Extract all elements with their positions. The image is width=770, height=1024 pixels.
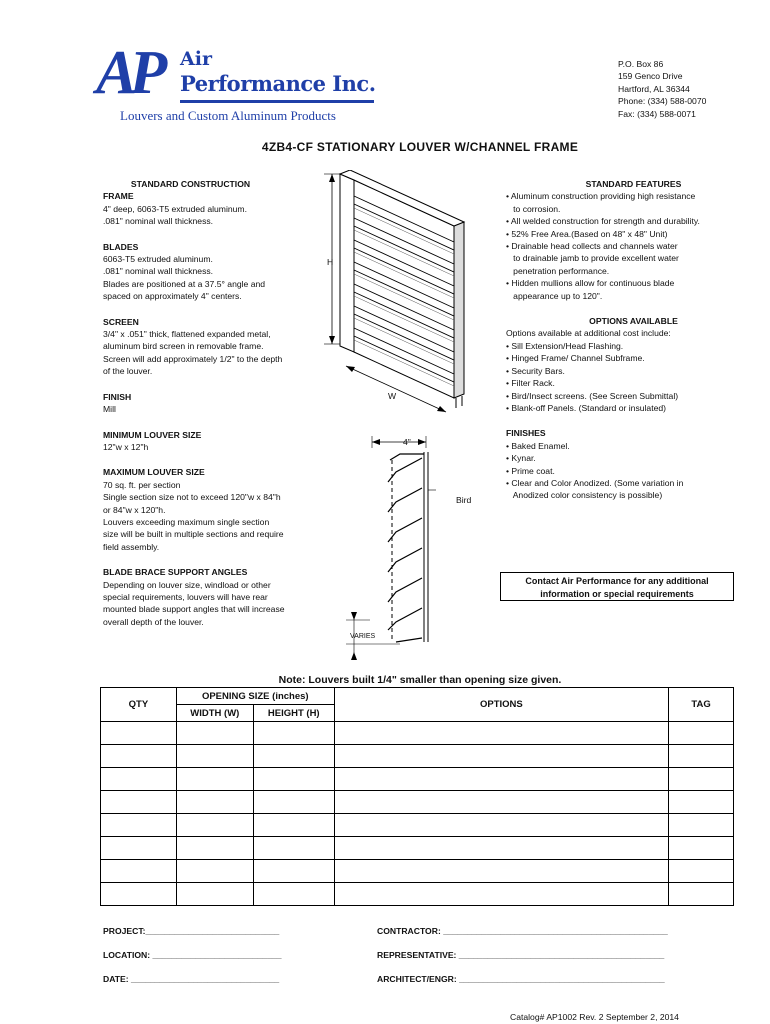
qty-cell[interactable] [101, 791, 177, 814]
tag-header: TAG [669, 688, 734, 722]
qty-cell[interactable] [101, 722, 177, 745]
feature-line: • Drainable head collects and channels water [506, 241, 678, 252]
logo-line-performance: Performance Inc. [180, 71, 376, 96]
blades-line: Blades are positioned at a 37.5° angle and [103, 278, 266, 289]
width-cell[interactable] [176, 722, 253, 745]
feature-line: penetration performance. [506, 265, 610, 276]
address-line: Fax: (334) 588-0071 [618, 108, 696, 119]
table-row [101, 791, 734, 814]
page-title: 4ZB4-CF STATIONARY LOUVER W/CHANNEL FRAME [261, 140, 579, 154]
max-size-line: or 84"w x 120"h. [103, 504, 166, 515]
qty-cell[interactable] [101, 814, 177, 837]
options-heading: OPTIONS AVAILABLE [589, 316, 678, 327]
option-line: • Filter Rack. [506, 378, 555, 389]
feature-line: appearance up to 120". [506, 290, 603, 301]
width-dimension-label: W [388, 391, 397, 401]
height-cell[interactable] [253, 768, 334, 791]
options-header: OPTIONS [334, 688, 668, 722]
qty-cell[interactable] [101, 745, 177, 768]
width-cell[interactable] [176, 791, 253, 814]
width-cell[interactable] [176, 860, 253, 883]
contact-line: information or special requirements [540, 588, 694, 599]
options-cell[interactable] [334, 837, 668, 860]
address-line: 159 Genco Drive [618, 71, 683, 82]
blade-section-diagram [340, 430, 450, 660]
order-rows [101, 722, 734, 906]
feature-line: to corrosion. [506, 203, 561, 214]
blades-line: spaced on approximately 4" centers. [103, 291, 242, 302]
size-note: Note: Louvers built 1/4" smaller than opening size given. [278, 674, 562, 686]
date-field[interactable]: DATE: _______________________________ [103, 974, 280, 984]
qty-cell[interactable] [101, 837, 177, 860]
company-logo [96, 39, 386, 128]
table-row [101, 768, 734, 791]
catalog-footer: Catalog# AP1002 Rev. 2 September 2, 2014 [510, 1012, 679, 1022]
width-header: WIDTH (W) [176, 705, 253, 722]
contact-line: Contact Air Performance for any additional [525, 576, 709, 586]
finish-heading: FINISH [103, 391, 132, 402]
finishes-heading: FINISHES [506, 428, 546, 439]
table-row [101, 814, 734, 837]
logo-tagline: Louvers and Custom Aluminum Products [120, 108, 336, 123]
opening-size-header: OPENING SIZE (inches) [176, 688, 334, 705]
finishes-line: Anodized color consistency is possible) [506, 490, 663, 501]
qty-cell[interactable] [101, 768, 177, 791]
options-cell[interactable] [334, 883, 668, 906]
address-line: P.O. Box 86 [618, 59, 664, 69]
max-size-line: 70 sq. ft. per section [103, 479, 181, 490]
logo-underline [180, 100, 374, 103]
frame-heading: FRAME [103, 191, 134, 202]
tag-cell[interactable] [669, 722, 734, 745]
feature-line: • Hidden mullions allow for continuous blade [506, 278, 675, 289]
feature-line: to drainable jamb to provide excellent water [506, 253, 679, 264]
standard-features [506, 178, 731, 502]
max-size-heading: MAXIMUM LOUVER SIZE [103, 467, 205, 478]
tag-cell[interactable] [669, 768, 734, 791]
standard-features-heading: STANDARD FEATURES [585, 179, 682, 189]
table-row [101, 883, 734, 906]
option-line: • Blank-off Panels. (Standard or insulated) [506, 402, 667, 413]
brace-line: Depending on louver size, windload or other [103, 579, 271, 590]
screen-heading: SCREEN [103, 316, 139, 327]
logo-line-air: Air [180, 48, 212, 70]
location-field[interactable]: LOCATION: ___________________________ [103, 950, 282, 960]
qty-cell[interactable] [101, 883, 177, 906]
tag-cell[interactable] [669, 883, 734, 906]
options-cell[interactable] [334, 768, 668, 791]
options-cell[interactable] [334, 745, 668, 768]
feature-line: • Aluminum construction providing high resistance [506, 191, 696, 202]
options-cell[interactable] [334, 722, 668, 745]
table-row [101, 722, 734, 745]
tag-cell[interactable] [669, 791, 734, 814]
tag-cell[interactable] [669, 745, 734, 768]
order-table [100, 687, 734, 906]
height-cell[interactable] [253, 745, 334, 768]
width-cell[interactable] [176, 768, 253, 791]
finishes-line: • Prime coat. [506, 465, 555, 476]
address-line: Phone: (334) 588-0070 [618, 96, 707, 107]
brace-line: mounted blade support angles that will increase [103, 604, 285, 615]
height-header: HEIGHT (H) [253, 705, 334, 722]
brace-line: special requirements, louvers will have rear [103, 591, 268, 602]
louver-diagram [318, 170, 508, 420]
screen-line: 3/4" x .051" thick, flattened expanded metal, [103, 329, 271, 340]
height-cell[interactable] [253, 722, 334, 745]
height-cell[interactable] [253, 837, 334, 860]
blades-line: 6063-T5 extruded aluminum. [103, 254, 213, 265]
width-cell[interactable] [176, 837, 253, 860]
tag-cell[interactable] [669, 837, 734, 860]
finishes-line: • Kynar. [506, 453, 536, 464]
depth-dimension-label: 4" [403, 437, 411, 447]
address-line: Hartford, AL 36344 [618, 83, 690, 94]
feature-line: • All welded construction for strength and durability. [506, 216, 700, 227]
option-line: • Security Bars. [506, 365, 565, 376]
options-cell[interactable] [334, 860, 668, 883]
finishes-line: • Baked Enamel. [506, 440, 570, 451]
table-row [101, 860, 734, 883]
frame-line: .081" nominal wall thickness. [103, 216, 214, 227]
height-cell[interactable] [253, 883, 334, 906]
blades-line: .081" nominal wall thickness. [103, 266, 214, 277]
blades-heading: BLADES [103, 241, 139, 252]
options-cell[interactable] [334, 791, 668, 814]
bird-screen-label: Bird [456, 495, 472, 505]
architect-field[interactable]: ARCHITECT/ENGR: ___________________________________________ [377, 974, 665, 984]
qty-cell[interactable] [101, 860, 177, 883]
standard-construction-heading: STANDARD CONSTRUCTION [130, 179, 251, 189]
feature-line: • 52% Free Area.(Based on 48" x 48" Unit) [506, 228, 668, 239]
finishes-line: • Clear and Color Anodized. (Some variation in [506, 477, 684, 488]
representative-field[interactable]: REPRESENTATIVE: ___________________________________________ [377, 950, 665, 960]
table-row [101, 745, 734, 768]
screen-line: Screen will add approximately 1/2" to the depth [103, 353, 283, 364]
contractor-field[interactable]: CONTRACTOR: _______________________________________________ [377, 926, 668, 936]
option-line: Options available at additional cost include: [506, 328, 671, 339]
standard-construction [103, 178, 318, 628]
height-dimension-label: H [327, 257, 334, 267]
min-size-heading: MINIMUM LOUVER SIZE [103, 429, 202, 440]
logo-ap-mark: AP [96, 39, 160, 107]
screen-line: aluminum bird screen in removable frame. [103, 341, 264, 352]
tag-cell[interactable] [669, 814, 734, 837]
max-size-line: size will be built in multiple sections and require [103, 529, 284, 540]
width-cell[interactable] [176, 745, 253, 768]
company-address [618, 58, 763, 120]
max-size-line: Single section size not to exceed 120"w x 84"h [103, 492, 281, 503]
table-row [101, 837, 734, 860]
finish-line: Mill [103, 404, 116, 415]
height-cell[interactable] [253, 860, 334, 883]
min-size-line: 12"w x 12"h [103, 441, 149, 452]
height-cell[interactable] [253, 791, 334, 814]
max-size-line: field assembly. [103, 541, 160, 552]
height-cell[interactable] [253, 814, 334, 837]
qty-header: QTY [101, 688, 177, 722]
screen-line: of the louver. [103, 366, 153, 377]
varies-label: VARIES [350, 633, 376, 640]
frame-line: 4" deep, 6063-T5 extruded aluminum. [103, 203, 247, 214]
contact-box [500, 572, 734, 601]
brace-heading: BLADE BRACE SUPPORT ANGLES [103, 567, 248, 578]
max-size-line: Louvers exceeding maximum single section [103, 516, 270, 527]
tag-cell[interactable] [669, 860, 734, 883]
brace-line: overall depth of the louver. [103, 616, 204, 627]
option-line: • Hinged Frame/ Channel Subframe. [506, 353, 645, 364]
option-line: • Bird/Insect screens. (See Screen Submittal) [506, 390, 679, 401]
option-line: • Sill Extension/Head Flashing. [506, 340, 624, 351]
options-cell[interactable] [334, 814, 668, 837]
width-cell[interactable] [176, 814, 253, 837]
project-field[interactable]: PROJECT:____________________________ [103, 926, 280, 936]
width-cell[interactable] [176, 883, 253, 906]
